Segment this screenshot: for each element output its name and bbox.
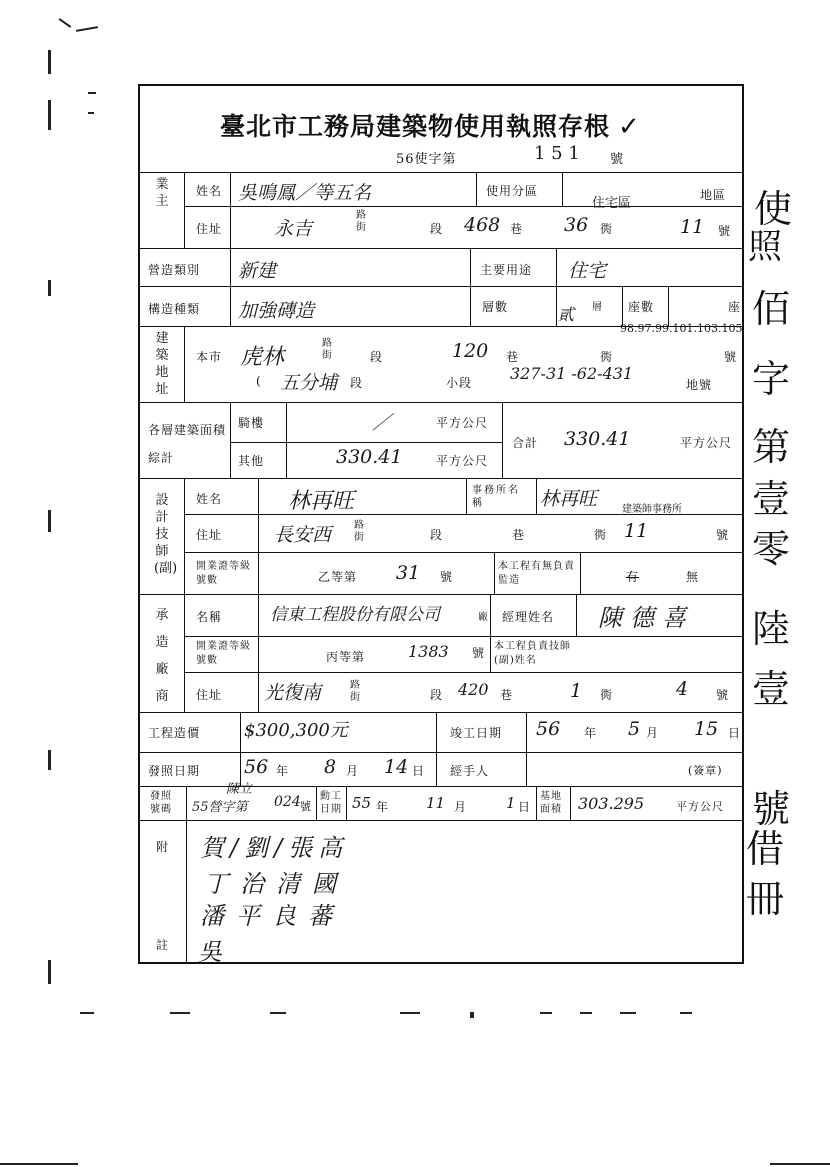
zone-value: 住宅區: [592, 196, 632, 211]
floors-unit: 層: [592, 302, 602, 313]
start-label: 動工日期: [320, 791, 342, 815]
notes-label-top: 附: [156, 840, 170, 854]
designer-license-grade: 乙等第: [318, 570, 358, 584]
arcade-label: 騎樓: [238, 416, 265, 430]
start-month-label: 月: [454, 800, 468, 814]
other-value: 330.41: [336, 446, 403, 468]
blocks-label: 座數: [628, 300, 655, 314]
area-group-label: 各層建築面積綜計: [148, 423, 227, 465]
contractor-section-label: 段: [430, 688, 444, 702]
contractor-lane-label: 巷: [500, 688, 514, 702]
page-bottom-rule-left: [0, 1163, 78, 1165]
supervision-yes: 有: [626, 570, 640, 584]
designer-license-suffix: 號: [440, 570, 454, 584]
complete-month-label: 月: [646, 726, 660, 740]
site-number-value: 98.97.99.101.103.105: [620, 322, 743, 335]
cost-label: 工程造價: [148, 726, 201, 740]
bottom-dashes: [60, 1012, 750, 1016]
notes-label-bottom: 註: [156, 938, 170, 952]
contractor-group-label: 承造廠商: [155, 608, 169, 704]
issue-year: 56: [244, 756, 269, 778]
page-bottom-rule-right: [770, 1163, 830, 1165]
designer-group-label: 設計技師(副): [154, 493, 178, 576]
owner-name-label: 姓名: [196, 184, 223, 198]
supervision-label: 本工程有無負責監造: [498, 561, 575, 586]
owner-section-label: 段: [430, 222, 444, 236]
start-year: 55: [352, 794, 372, 812]
site-alley-label: 衖: [600, 350, 614, 364]
designer-address-value: 長安西: [274, 524, 332, 546]
start-month: 11: [426, 794, 446, 812]
other-unit: 平方公尺: [436, 454, 489, 468]
site-section-label: 段: [370, 350, 384, 364]
complete-month: 5: [628, 718, 641, 740]
blocks-unit: 座: [728, 300, 742, 314]
permit-label: 發照號碼: [150, 791, 172, 815]
complete-year-label: 年: [584, 726, 598, 740]
contractor-address-value: 光復南: [264, 682, 322, 704]
left-margin-marks: [48, 30, 118, 1030]
permit-number: 024: [274, 794, 301, 810]
site-parcel-label: 地號: [686, 378, 713, 392]
designer-lane-label: 巷: [512, 528, 526, 542]
handler-label: 經手人: [450, 764, 490, 778]
site-road-label: 路 街: [322, 338, 332, 361]
site-parcel-value: 327-31 -62-431: [510, 364, 634, 383]
owner-number-value: 11: [680, 216, 705, 238]
contractor-name-label: 名稱: [196, 610, 223, 624]
site-paren-open: (: [256, 374, 262, 388]
main-use-label: 主要用途: [480, 263, 533, 277]
permit-number-value: 1 5 1: [534, 143, 580, 164]
designer-number-label: 號: [716, 528, 730, 542]
issue-day-label: 日: [412, 764, 426, 778]
document-title: 臺北市工務局建築物使用執照存根 ✓: [220, 112, 641, 142]
contractor-lane-value: 420: [458, 680, 489, 699]
permit-number-prefix: 56使字第: [396, 152, 457, 167]
total-label: 合計: [512, 436, 539, 450]
construction-type-label: 營造類別: [148, 263, 201, 277]
contractor-alley-label: 衖: [600, 688, 614, 702]
permit-number-suffix: 號: [610, 152, 625, 167]
site-number-label: 號: [724, 350, 738, 364]
contractor-road-label: 路 街: [350, 680, 360, 703]
complete-label: 竣工日期: [450, 726, 503, 740]
start-day-label: 日: [518, 800, 532, 814]
issue-date-label: 發照日期: [148, 764, 201, 778]
contractor-number-label: 號: [716, 688, 730, 702]
notes-line-4: 吳: [198, 938, 222, 966]
permit-form: [138, 84, 744, 964]
contractor-name-suffix: 廠: [478, 612, 489, 623]
owner-number-label: 號: [718, 224, 732, 238]
owner-road-label: 路 街: [356, 210, 366, 233]
permit-note: 陳立: [226, 782, 253, 797]
handler-stamp: (簽章): [688, 764, 723, 777]
site-city-label: 本市: [196, 350, 223, 364]
other-label: 其他: [238, 454, 265, 468]
owner-lane-label: 巷: [510, 222, 524, 236]
owner-address-road: 永吉: [274, 218, 313, 240]
owner-alley-label: 衖: [600, 222, 614, 236]
owner-group-label: 業主: [155, 177, 169, 209]
contractor-alley-value: 1: [570, 680, 583, 702]
designer-office-value: 林再旺: [540, 488, 598, 510]
floors-value: 貳: [558, 305, 575, 324]
notes-line-3: 潘平良蕃: [200, 902, 344, 930]
designer-name-value: 林再旺: [288, 489, 355, 514]
contractor-license-value: 1383: [408, 642, 449, 661]
cost-value: $300,300元: [244, 720, 348, 741]
issue-year-label: 年: [276, 764, 290, 778]
side-annotation: 使 照 佰 字 第 壹 零 陸 壹 號 借 冊: [746, 187, 793, 921]
site-lane-value: 120: [452, 340, 489, 362]
site-lane-label: 巷: [506, 350, 520, 364]
base-label: 基地面積: [540, 791, 562, 815]
issue-day: 14: [384, 756, 409, 778]
notes-line-1: 賀/劉/張高: [200, 834, 349, 862]
complete-day: 15: [694, 718, 719, 740]
designer-license-value: 31: [396, 562, 421, 584]
arcade-unit: 平方公尺: [436, 416, 489, 430]
owner-address-label: 住址: [196, 222, 223, 236]
site-parcel-section: 五分埔: [280, 372, 338, 394]
complete-day-label: 日: [728, 726, 742, 740]
permit-number-suffix-label: 號: [300, 800, 312, 813]
designer-name-label: 姓名: [196, 492, 223, 506]
contractor-address-label: 住址: [196, 688, 223, 702]
site-group-label: 建築地址: [155, 331, 169, 397]
main-use-value: 住宅: [568, 260, 607, 282]
issue-month-label: 月: [346, 764, 360, 778]
owner-alley-value: 36: [564, 214, 589, 236]
designer-alley-label: 衖: [594, 528, 608, 542]
designer-road-label: 路 街: [354, 520, 364, 543]
issue-month: 8: [324, 756, 337, 778]
designer-license-label: 開業證等級號數: [196, 561, 251, 586]
zone-label: 使用分區: [486, 184, 539, 198]
permit-value: 55營字第: [192, 800, 248, 815]
site-subsection-label: 小段: [446, 376, 473, 390]
construction-type-value: 新建: [238, 260, 277, 282]
supervision-no: 無: [686, 570, 700, 584]
notes-line-2: 丁治清國: [204, 870, 348, 898]
contractor-license-suffix: 號: [472, 646, 486, 660]
designer-office-suffix: 建築師事務所: [622, 504, 682, 515]
designer-address-label: 住址: [196, 528, 223, 542]
site-parcel-section-label: 段: [350, 376, 364, 390]
structure-label: 構造種類: [148, 302, 201, 316]
structure-value: 加強磚造: [238, 300, 315, 322]
arcade-value: ／: [372, 412, 392, 434]
contractor-license-label: 開業證等級號數: [196, 641, 251, 666]
complete-year: 56: [536, 718, 561, 740]
designer-number-value: 11: [624, 520, 649, 542]
zone-suffix: 地區: [700, 188, 727, 202]
designer-section-label: 段: [430, 528, 444, 542]
contractor-license-grade: 丙等第: [326, 650, 366, 664]
contractor-manager-label: 經理姓名: [502, 610, 555, 624]
base-value: 303.295: [578, 794, 645, 813]
start-day: 1: [506, 794, 516, 812]
designer-office-label: 事務所名稱: [472, 485, 520, 509]
base-unit: 平方公尺: [676, 800, 724, 813]
contractor-manager-value: 陳德喜: [598, 604, 694, 632]
floors-label: 層數: [482, 300, 509, 314]
start-year-label: 年: [376, 800, 390, 814]
contractor-tech-label: 本工程負責技師(副)姓名: [494, 641, 571, 666]
owner-name-value: 吳鳴鳳／等五名: [238, 182, 372, 204]
contractor-number-value: 4: [676, 678, 689, 700]
owner-lane-value: 468: [464, 214, 501, 236]
total-unit: 平方公尺: [680, 436, 733, 450]
total-value: 330.41: [564, 428, 631, 450]
site-road-value: 虎林: [240, 345, 285, 370]
contractor-name-value: 信東工程股份有限公司: [270, 605, 440, 625]
